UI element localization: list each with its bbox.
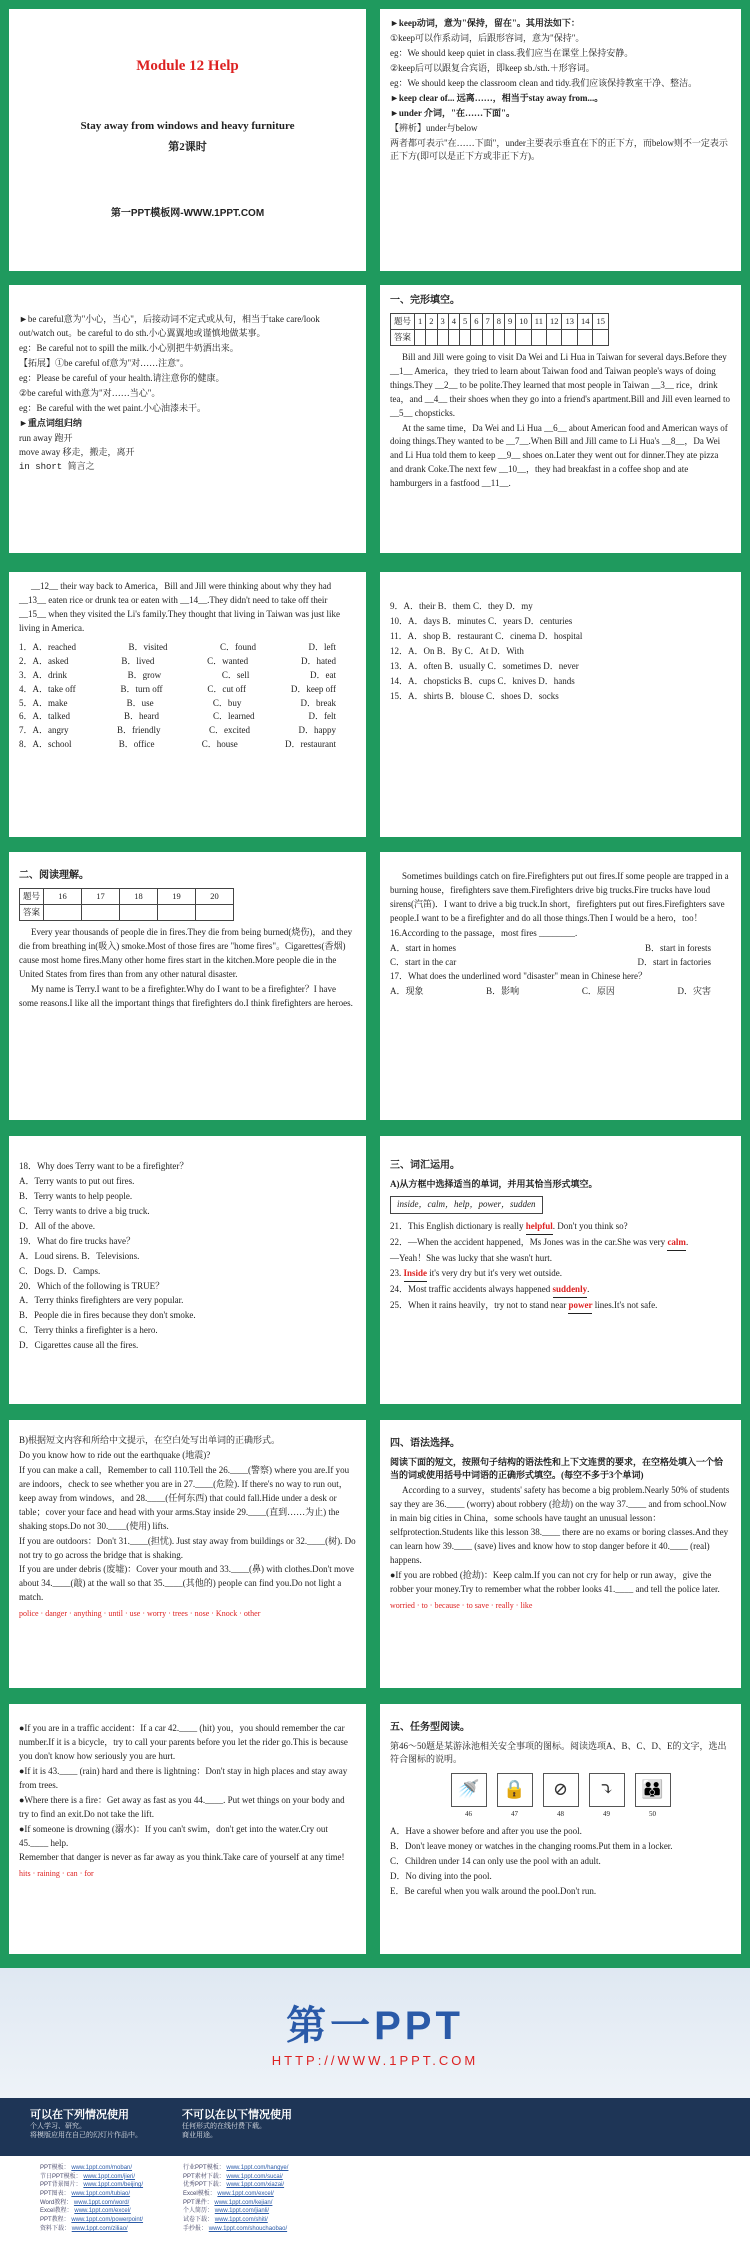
answer-cell[interactable] (593, 329, 609, 345)
link[interactable]: www.1ppt.com/excel/ (74, 2208, 131, 2215)
passage-line: Remember that danger is never as far away as you think.Take care of yourself at any time! (19, 1852, 345, 1863)
qnum: 15 (593, 313, 609, 329)
question: 22．—When the accident happened，Ms Jones was in the car.She was very calm. (390, 1236, 731, 1251)
forbidden-item: 任何形式的在线付费下载。 (182, 2123, 266, 2130)
question: 16.According to the passage，most fires ________. (390, 927, 578, 938)
qnum: 8 (493, 313, 504, 329)
link[interactable]: www.1ppt.com/tubiao/ (71, 2191, 131, 2198)
option[interactable]: C．learned (213, 711, 255, 722)
diving-icon: ⤵ (589, 1773, 625, 1807)
answer-cell[interactable] (196, 904, 234, 920)
unit-subtitle: Stay away from windows and heavy furniture (80, 120, 295, 133)
answer[interactable]: suddenly (553, 1283, 588, 1298)
answer-cell[interactable] (531, 329, 546, 345)
answer[interactable]: Inside (404, 1267, 428, 1282)
answer-table (390, 313, 609, 346)
answer-cell[interactable] (437, 329, 448, 345)
option-row (390, 942, 731, 956)
note-line: ►keep动词，意为"保持，留在"。其用法如下： (390, 18, 580, 28)
link-column-left: PPT模板： www.1ppt.com/moban/ 节日PPT模板： www.1ppt.com/jieri/ PPT背景图片： www.1ppt.com/beijing/ PPT图表： www.1ppt.com/tubiao/ Word教程： www.1ppt.com/word/ Excel教程： www.1ppt.com/excel/ PPT教程： www.1ppt.com/powerpoint/ 资料下载： www.1ppt.com/ziliao/ (40, 2165, 144, 2232)
option[interactable]: 6．A．talked (19, 711, 70, 722)
option[interactable]: C．Terry wants to drive a big truck. (19, 1205, 150, 1216)
link[interactable]: www.1ppt.com/kejian/ (214, 2199, 273, 2206)
option-row (390, 956, 731, 970)
link[interactable]: www.1ppt.com/jieri/ (83, 2173, 136, 2180)
note-line: 【拓展】①be careful of意为"对……注意"。 (19, 357, 189, 368)
option[interactable]: A．现象 (390, 985, 424, 996)
option-row (19, 641, 356, 655)
link-list (0, 2156, 750, 2234)
link[interactable]: www.1ppt.com/shiti/ (214, 2217, 268, 2224)
sign-item: 👪 50 (635, 1773, 671, 1821)
reading-slide (9, 852, 366, 1120)
answer[interactable]: power (568, 1299, 592, 1314)
option[interactable]: C．Children under 14 can only use the pool with an adult. (390, 1856, 601, 1867)
link[interactable]: www.1ppt.com/xiazai/ (226, 2182, 285, 2189)
shower-icon: 🚿 (451, 1773, 487, 1807)
qnum: 18 (120, 888, 158, 904)
link[interactable]: www.1ppt.com/jianli/ (214, 2208, 270, 2215)
task-reading-slide (380, 1704, 741, 1954)
link[interactable]: www.1ppt.com/ziliao/ (71, 2225, 128, 2232)
answer[interactable]: helpful (526, 1220, 553, 1235)
footer-ad (0, 1968, 750, 2250)
link[interactable]: www.1ppt.com/moban/ (71, 2165, 133, 2171)
option[interactable]: D．break (300, 697, 336, 708)
answer-cell[interactable] (516, 329, 532, 345)
option[interactable]: B．People die in fires because they don't smoke. (19, 1310, 196, 1321)
option[interactable]: C．Dogs. D．Camps. (19, 1265, 101, 1276)
answer-cell[interactable] (82, 904, 120, 920)
answer-cell[interactable] (415, 329, 426, 345)
note-line: eg：Be careful with the wet paint.小心油漆未干。 (19, 402, 206, 413)
no-running-icon: ⊘ (543, 1773, 579, 1807)
link[interactable]: www.1ppt.com/hangye/ (226, 2165, 289, 2171)
option[interactable]: A．Terry wants to put out fires. (19, 1175, 135, 1186)
option[interactable]: 2．A．asked (19, 655, 69, 666)
option[interactable]: B．heard (124, 711, 159, 722)
sign-item: ⤵ 49 (589, 1773, 625, 1821)
option[interactable]: D．Cigarettes cause all the fires. (19, 1340, 139, 1351)
passage-line: Do you know how to ride out the earthquake (地震)? (19, 1449, 211, 1460)
site-logo: 第一PPT (286, 2004, 464, 2048)
link[interactable]: www.1ppt.com/sucai/ (226, 2173, 283, 2180)
adult-child-icon: 👪 (635, 1773, 671, 1807)
table-header: 答案 (391, 329, 415, 345)
locker-icon: 🔒 (497, 1773, 533, 1807)
passage-line: If you are outdoors：Don't 31.____(担忧). Just stay away from buildings or 32.____(树). Do not try to go across the bridge that is shaking. (19, 1535, 356, 1560)
passage-line: If you can make a call，Remember to call 110.Tell the 26.____(警察) where you are.If you are indoors，check to see whether you are in 27.____(危险). If there's no way to run out，keep away from windows，and 28.____(任何东西) that could fall.Hide under a desk or table；cover your face and head with your arms.Stay inside 29.____(直到……为止) the shaking stops.Do not 30.____(使用) lifts. (19, 1464, 350, 1531)
qnum: 9 (505, 313, 516, 329)
option[interactable]: D．hated (300, 655, 336, 666)
earthquake-slide (9, 1420, 366, 1688)
option[interactable]: B．start in forests (645, 942, 711, 953)
passage-line: ●If someone is drowning (溺水)：If you can't swim，don't get into the water.Cry out 45.____ help. (19, 1823, 328, 1848)
option-row (390, 985, 731, 999)
option[interactable]: B．Terry wants to help people. (19, 1190, 133, 1201)
option[interactable]: B．friendly (117, 725, 161, 736)
section-heading: 一、完形填空。 (390, 295, 460, 306)
answer-cell[interactable] (460, 329, 471, 345)
qnum: 13 (562, 313, 578, 329)
option[interactable]: C．found (219, 641, 256, 652)
passage-paragraph: According to a survey，students' safety has become a big problem.Nearly 50% of students say they are 36.____ (worry) about robbery (抢劫) on the way 37.____ and from school.Now in main big cities in China，some schools have taught an unusual lesson：selfprotection.Students like this lesson 38.____ there are no exams or boring classes.And they can learn how 39.____ (save) lives and know how to stop danger before it 40.____ (real) happens. (390, 1485, 730, 1566)
option[interactable]: C．start in the car (390, 956, 457, 967)
option[interactable]: B．Don't leave money or watches in the changing rooms.Put them in a locker. (390, 1841, 673, 1852)
instruction: A)从方框中选择适当的单词，并用其恰当形式填空。 (390, 1178, 598, 1189)
answer-cell[interactable] (546, 329, 562, 345)
site-url[interactable]: HTTP://WWW.1PPT.COM (271, 2053, 479, 2068)
grammar-slide (380, 1420, 741, 1688)
answer-cell[interactable] (120, 904, 158, 920)
qnum: 4 (448, 313, 459, 329)
keep-notes-slide (380, 9, 741, 271)
note-line: eg：Please be careful of your health.请注意你的健康。 (19, 372, 225, 383)
option[interactable]: C．wanted (207, 655, 249, 666)
reading-questions-slide (9, 1136, 366, 1404)
brand-text: 第一PPT模板网-WWW.1PPT.COM (110, 208, 265, 220)
passage-line: ●Where there is a fire：Get away as fast as you 44.____. Put wet things on your body and try to find an exit.Do not take the lift. (19, 1794, 345, 1819)
question: 21．This English dictionary is really helpful. Don't you think so? (390, 1220, 731, 1235)
question: 20．Which of the following is TRUE？ (19, 1280, 165, 1291)
passage-paragraph: __12__ their way back to America，Bill and Jill were thinking about why they had __13__ eaten rice or drunk tea or eaten with __14__.They didn't need to take off their __15__ when they visited the Li's family.They thought that living in Taiwan was just like living in America. (19, 581, 340, 633)
option[interactable]: B．visited (128, 641, 168, 652)
section-heading: 五、任务型阅读。 (390, 1722, 470, 1733)
module-title: Module 12 Help (136, 58, 239, 74)
qnum: 20 (196, 888, 234, 904)
option[interactable]: E．Be careful when you walk around the pool.Don't run. (390, 1886, 597, 1897)
option-row (19, 738, 356, 752)
qnum: 1 (415, 313, 426, 329)
option[interactable]: C．原因 (581, 985, 615, 996)
sign-item: 🚿 46 (451, 1773, 487, 1821)
passage-paragraph: Sometimes buildings catch on fire.Firefighters put out fires.If some people are trapped in a burning house，firefighters save them.Firefighters drive big trucks.Fire trucks have loud sirens(汽笛)．I want to drive a big truck.In short，firefighters put out fires.Firefighters save people.I want to be a firefighter and do all those things.Then I would be a hero，too！ (390, 871, 729, 923)
qnum: 11 (531, 313, 546, 329)
table-header: 题号 (391, 313, 415, 329)
note-line: 【辨析】under与below (390, 122, 478, 133)
option[interactable]: B．use (126, 697, 154, 708)
qnum: 12 (546, 313, 562, 329)
answer-cell[interactable] (426, 329, 437, 345)
option[interactable]: D．restaurant (285, 739, 336, 750)
cloze-options-slide (9, 572, 366, 837)
be-careful-slide (9, 285, 366, 553)
question: 18．Why does Terry want to be a firefighter？ (19, 1161, 189, 1171)
reading-slide-2 (380, 852, 741, 1120)
answer-cell[interactable] (505, 329, 516, 345)
note-line: eg：We should keep quiet in class.我们应当在课堂上保持安静。 (390, 47, 634, 58)
qnum: 3 (437, 313, 448, 329)
passage-line: If you are under debris (废墟)：Cover your mouth and 33.____(鼻) with clothes.Don't move about 34.____(敲) at the wall so that 35.____(其他的) people can find you.Do not light a match. (19, 1564, 355, 1603)
option[interactable]: 4．A．take off (19, 683, 76, 694)
option[interactable]: D．No diving into the pool. (390, 1871, 492, 1882)
option[interactable]: B．影响 (486, 985, 520, 996)
link[interactable]: www.1ppt.com/beijing/ (83, 2182, 144, 2189)
answer-cell[interactable] (448, 329, 459, 345)
option[interactable]: 3．A．drink (19, 669, 67, 680)
answer-list: worried · to · because · to save · really · like (390, 1600, 533, 1610)
option[interactable]: A．Loud sirens. B．Televisions. (19, 1250, 140, 1261)
logo-area (0, 1968, 750, 2098)
instruction: 阅读下面的短文，按照句子结构的语法性和上下文连贯的要求，在空格处填入一个恰当的词或使用括号中词语的正确形式填空。(每空不多于3个单词) (390, 1456, 724, 1481)
answer-table (19, 888, 234, 921)
note-line: eg：Be careful not to spill the milk.小心别把牛奶洒出来。 (19, 342, 239, 353)
allowed-usage (30, 2106, 142, 2156)
table-header: 答案 (20, 904, 44, 920)
option[interactable]: 1．A．reached (19, 641, 76, 652)
safety-tips-slide (9, 1704, 366, 1954)
allowed-item: 个人学习、研究。 (30, 2123, 86, 2130)
link-column-right: 行业PPT模板： www.1ppt.com/hangye/ PPT素材下载： www.1ppt.com/sucai/ 优秀PPT下载： www.1ppt.com/xiazai/ Excel模板： www.1ppt.com/excel/ PPT课件： www.1ppt.com/kejian/ 个人简历： www.1ppt.com/jianli/ 试卷下载： www.1ppt.com/shiti/ 手抄报： www.1ppt.com/shouchaobao/ (183, 2165, 289, 2232)
answer-cell[interactable] (471, 329, 482, 345)
question: 24．Most traffic accidents always happened suddenly. (390, 1283, 731, 1298)
question: 19．What do fire trucks have？ (19, 1235, 135, 1246)
passage-line: ●If you are in a traffic accident：If a car 42.____ (hit) you，you should remember the car number.If it is a bicycle，try to call your parents before you let the rider go.This is because you don't know how seriously you are hurt. (19, 1723, 348, 1761)
question: —Yeah！She was lucky that she wasn't hurt. (390, 1253, 552, 1264)
option-row (19, 669, 356, 683)
usage-banner (0, 2098, 750, 2156)
note-line: eg：We should keep the classroom clean and tidy.我们应该保持教室干净、整洁。 (390, 77, 698, 88)
option-line[interactable]: 13．A．often B．usually C．sometimes D．never (390, 660, 579, 671)
note-line: ①keep可以作系动词，后跟形容词，意为"保持"。 (390, 32, 585, 43)
sign-icons (390, 1773, 731, 1821)
word-box: inside，calm，help，power，sudden (390, 1196, 543, 1214)
option[interactable]: D．eat (309, 669, 336, 680)
forbidden-heading: 不可以在以下情况使用 (182, 2109, 292, 2121)
note-line: 两者都可表示"在……下面"，under主要表示垂直在下的正下方，而below则不一定表示正下方(即可以是正下方或非正下方)。 (390, 137, 728, 162)
passage-paragraph: Every year thousands of people die in fires.They die from being burned(烧伤)，and they die from breathing in(吸入) smoke.Most of those fires are "home fires"。Cigarettes(香烟) cause most home fires.Many other home fires start in the kitchen.More people die in the United States from fires than from any other natural disaster. (19, 926, 353, 979)
cloze-slide (380, 285, 741, 553)
option[interactable]: B．turn off (120, 683, 163, 694)
qnum: 6 (471, 313, 482, 329)
answer-cell[interactable] (493, 329, 504, 345)
passage-line: ●If it is 43.____ (rain) hard and there is lightning：Don't stay in high places and stay away from trees. (19, 1765, 348, 1790)
note-line: in short 简言之 (19, 462, 95, 473)
note-line: ►under 介词，"在……下面"。 (390, 107, 515, 118)
option-line[interactable]: 15．A．shirts B．blouse C．shoes D．socks (390, 690, 559, 701)
option[interactable]: D．All of the above. (19, 1220, 95, 1231)
note-line: move away 移走，搬走，离开 (19, 447, 135, 458)
link[interactable]: www.1ppt.com/word/ (73, 2199, 130, 2206)
link[interactable]: www.1ppt.com/powerpoint/ (71, 2217, 144, 2224)
passage-paragraph: At the same time，Da Wei and Li Hua __6__ about American food and American ways of doing things.They wanted to be __7__.When Bill and Jill came to Li Hua's __8__，Da Wei and Li Hua told them to keep __9__ shoes on.Later they went out for dinner.They ate pizza and drank Coke.The next few __10__，they had breakfast in a coffee shop and ate hamburgers in a fastfood __11__. (390, 422, 728, 489)
forbidden-item: 商业用途。 (182, 2132, 217, 2140)
option[interactable]: C．excited (209, 725, 250, 736)
qnum: 19 (158, 888, 196, 904)
allowed-heading: 可以在下列情况使用 (30, 2109, 129, 2121)
option-row (19, 724, 356, 738)
option-row (19, 655, 356, 669)
allowed-item: 将模版应用在自己的幻灯片作品中。 (30, 2132, 142, 2140)
option[interactable]: D．left (308, 641, 336, 652)
option[interactable]: C．buy (212, 697, 242, 708)
option[interactable]: C．cut off (207, 683, 247, 694)
note-line: ②be careful with意为"对……当心"。 (19, 387, 161, 398)
section-heading: 四、语法选择。 (390, 1438, 460, 1449)
note-line: ②keep后可以跟复合宾语，即keep sb./sth.＋形容词。 (390, 62, 595, 73)
qnum: 14 (577, 313, 593, 329)
cloze-options-slide-2 (380, 572, 741, 837)
option[interactable]: C．Terry thinks a firefighter is a hero. (19, 1325, 158, 1336)
answer-cell[interactable] (482, 329, 493, 345)
answer[interactable]: calm (667, 1236, 686, 1251)
option-row (19, 683, 356, 697)
link[interactable]: www.1ppt.com/shouchaobao/ (208, 2225, 288, 2232)
option-line[interactable]: 12．A．On B．By C．At D．With (390, 645, 524, 656)
sign-item: ⊘ 48 (543, 1773, 579, 1821)
note-line: ►keep clear of... 远离……，相当于stay away from...。 (390, 92, 604, 103)
answer-cell[interactable] (577, 329, 593, 345)
table-header: 题号 (20, 888, 44, 904)
option[interactable]: A．Terry thinks firefighters are very popular. (19, 1295, 184, 1306)
lesson-label: 第2课时 (168, 141, 207, 154)
option[interactable]: C．house (201, 739, 238, 750)
answer-cell[interactable] (158, 904, 196, 920)
vocabulary-slide (380, 1136, 741, 1404)
note-line: ►be careful意为"小心，当心"，后接动词不定式或从句，相当于take care/look out/watch out。be careful to do sth.小心翼翼地或谨慎地做某事。 (19, 314, 320, 338)
option[interactable]: D．keep off (290, 683, 336, 694)
answer-cell[interactable] (562, 329, 578, 345)
option[interactable]: A．start in homes (390, 942, 456, 953)
option-row (19, 710, 356, 724)
qnum: 10 (516, 313, 532, 329)
qnum: 16 (44, 888, 82, 904)
question: 17．What does the underlined word "disaster" mean in Chinese here？ (390, 970, 648, 981)
sign-item: 🔒 47 (497, 1773, 533, 1821)
instruction: 第46～50题是某游泳池相关安全事项的图标。阅读选项A、B、C、D、E的文字，选出符合图标的说明。 (390, 1740, 727, 1765)
instruction: B)根据短文内容和所给中文提示，在空白处写出单词的正确形式。 (19, 1435, 281, 1445)
option[interactable]: D．start in factories (637, 956, 711, 967)
option-line[interactable]: 9．A．their B．them C．they D．my (390, 601, 533, 611)
qnum: 17 (82, 888, 120, 904)
option[interactable]: B．grow (127, 669, 162, 680)
option[interactable]: A．Have a shower before and after you use the pool. (390, 1826, 582, 1837)
option-line[interactable]: 10．A．days B．minutes C．years D．centuries (390, 615, 573, 626)
option[interactable]: D．felt (308, 711, 336, 722)
option[interactable]: D．灾害 (677, 985, 711, 996)
note-line: ►重点词组归纳 (19, 417, 82, 428)
title-slide (9, 9, 366, 271)
link[interactable]: www.1ppt.com/excel/ (217, 2191, 274, 2198)
passage-paragraph: My name is Terry.I want to be a firefighter.Why do I want to be a firefighter？I have some reasons.I like all the important things that firefighters do.I think firefighters are heroes. (19, 983, 353, 1008)
option[interactable]: 7．A．angry (19, 725, 69, 736)
option[interactable]: B．office (118, 739, 155, 750)
question: 25．When it rains heavily，try not to stand near power lines.It's not safe. (390, 1299, 731, 1314)
section-heading: 三、词汇运用。 (390, 1160, 460, 1171)
option[interactable]: B．lived (121, 655, 155, 666)
option[interactable]: 8．A．school (19, 739, 72, 750)
option-row (19, 697, 356, 711)
answer-list: police · danger · anything · until · use · worry · trees · nose · Knock · other (19, 1609, 261, 1619)
answer-list: hits · raining · can · for (19, 1869, 94, 1879)
option-line[interactable]: 14．A．chopsticks B．cups C．knives D．hands (390, 675, 575, 686)
option-line[interactable]: 11．A．shop B．restaurant C．cinema D．hospital (390, 630, 583, 641)
passage-paragraph: Bill and Jill were going to visit Da Wei and Li Hua in Taiwan for several days.Before they __1__ America，they tried to learn about Taiwan food and Taiwan people's ways of doing things.They __2__ to be polite.They learned that most people in Taiwan __3__ rice，drink tea，and __4__ their shoes when they go into a friend's apartment.Bill and Jill even learned to __5__ chopsticks. (390, 351, 731, 418)
option[interactable]: D．happy (298, 725, 336, 736)
passage-paragraph: ●If you are robbed (抢劫)：Keep calm.If you can not cry for help or run away，give the robber your money.Try to remember what the robber looks 41.____ and tell the police later. (390, 1570, 720, 1594)
qnum: 5 (460, 313, 471, 329)
note-line: run away 跑开 (19, 432, 73, 443)
option[interactable]: 5．A．make (19, 697, 68, 708)
question: 23. Inside it's very dry but it's very wet outside. (390, 1267, 731, 1282)
qnum: 7 (482, 313, 493, 329)
qnum: 2 (426, 313, 437, 329)
answer-cell[interactable] (44, 904, 82, 920)
forbidden-usage (182, 2106, 292, 2156)
option[interactable]: C．sell (221, 669, 250, 680)
section-heading: 二、阅读理解。 (19, 870, 89, 881)
